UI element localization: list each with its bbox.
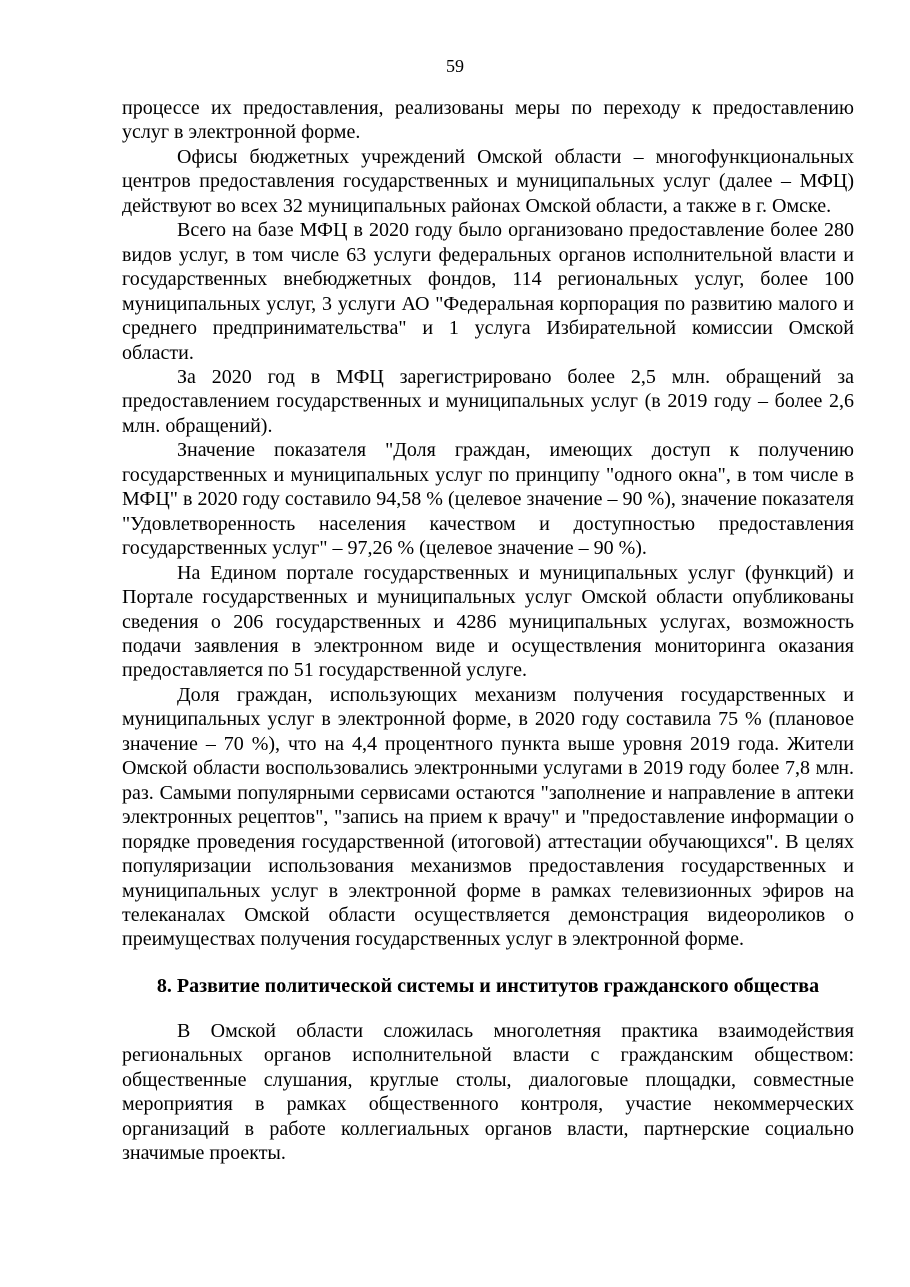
paragraph-civil-society: В Омской области сложилась многолетняя практика взаимодействия региональных органов исполнительной власти с гражданским обществом: общественные слушания, круглые столы, диалоговые площадки, совместные мероприятия в рамках общественного контроля, участие некоммерческих организаций в работе коллегиальных органов власти, партнерские социально значимые проекты. <box>122 1019 854 1165</box>
paragraph-electronic-services: Доля граждан, использующих механизм получения государственных и муниципальных услуг в электронной форме, в 2020 году составила 75 % (плановое значение – 70 %), что на 4,4 процентного пункта выше уровня 2019 года. Жители Омской области воспользовались электронными услугами в 2019 году более 7,8 млн. раз. Самыми популярными сервисами остаются "заполнение и направление в аптеки электронных рецептов", "запись на прием к врачу" и "предоставление информации о порядке проведения государственной (итоговой) аттестации обучающихся". В целях популяризации использования механизмов предоставления государственных и муниципальных услуг в электронной форме в рамках телевизионных эфиров на телеканалах Омской области осуществляется демонстрация видеороликов о преимуществах получения государственных услуг в электронной форме. <box>122 683 854 951</box>
page-number: 59 <box>446 56 464 76</box>
paragraph-services-count: Всего на базе МФЦ в 2020 году было организовано предоставление более 280 видов услуг, в том числе 63 услуги федеральных органов исполнительной власти и государственных внебюджетных фондов, 114 региональных услуг, более 100 муниципальных услуг, 3 услуги АО "Федеральная корпорация по развитию малого и среднего предпринимательства" и 1 услуга Избирательной комиссии Омской области. <box>122 219 854 364</box>
paragraph-indicators: Значение показателя "Доля граждан, имеющих доступ к получению государственных и муниципальных услуг по принципу "одного окна", в том числе в МФЦ" в 2020 году составило 94,58 % (целевое значение – 90 %), значение показателя "Удовлетворенность населения качеством и доступностью предоставления государственных услуг" – 97,26 % (целевое значение – 90 %). <box>122 439 854 560</box>
paragraph-mfc-offices: Офисы бюджетных учреждений Омской области – многофункциональных центров предоставления государственных и муниципальных услуг (далее – МФЦ) действуют во всех 32 муниципальных районах Омской области, а также в г. Омске. <box>122 145 854 217</box>
paragraph-continuation: процессе их предоставления, реализованы меры по переходу к предоставлению услуг в электронной форме. <box>122 97 854 144</box>
paragraph-requests: За 2020 год в МФЦ зарегистрировано более 2,5 млн. обращений за предоставлением государственных и муниципальных услуг (в 2019 году – более 2,6 млн. обращений). <box>122 365 854 437</box>
section-heading: 8. Развитие политической системы и институтов гражданского общества <box>156 974 820 997</box>
document-body <box>122 96 854 1166</box>
paragraph-portal: На Едином портале государственных и муниципальных услуг (функций) и Портале государственных и муниципальных услуг Омской области опубликованы сведения о 206 государственных и 4286 муниципальных услугах, возможность подачи заявления в электронном виде и осуществления мониторинга оказания предоставляется по 51 государственной услуге. <box>122 561 854 682</box>
